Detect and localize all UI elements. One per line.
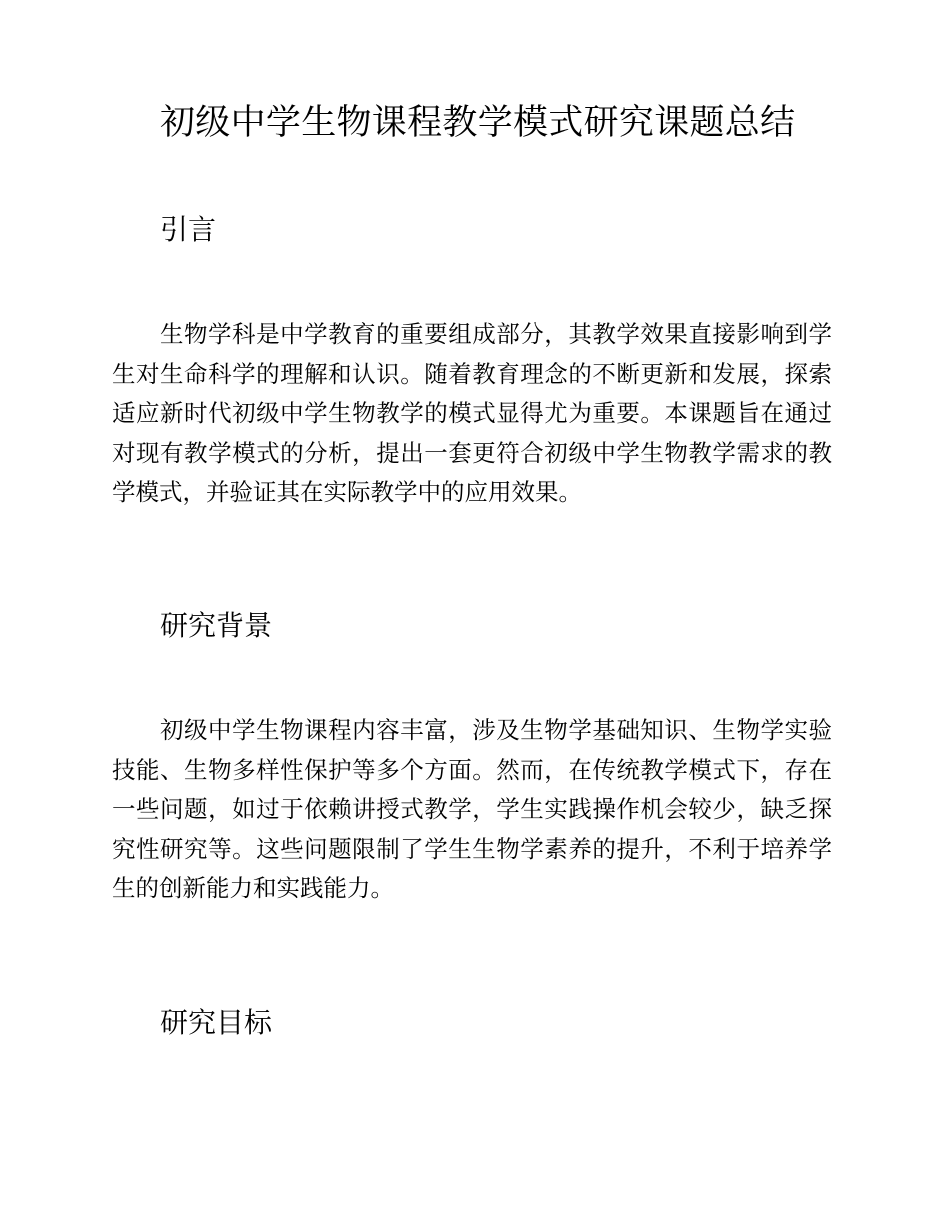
section-paragraph-introduction: 生物学科是中学教育的重要组成部分，其教学效果直接影响到学生对生命科学的理解和认识。随着教育理念的不断更新和发展，探索适应新时代初级中学生物教学的模式显得尤为重要。本课题旨在通过对现有教学模式的分析，提出一套更符合初级中学生物教学需求的教学模式，并验证其在实际教学中的应用效果。 xyxy=(112,320,832,507)
section-paragraph-background: 初级中学生物课程内容丰富，涉及生物学基础知识、生物学实验技能、生物多样性保护等多个方面。然而，在传统教学模式下，存在一些问题，如过于依赖讲授式教学，学生实践操作机会较少，缺乏探究性研究等。这些问题限制了学生生物学素养的提升，不利于培养学生的创新能力和实践能力。 xyxy=(112,716,832,903)
section-heading-introduction: 引言 xyxy=(160,213,217,246)
document-title: 初级中学生物课程教学模式研究课题总结 xyxy=(160,103,796,143)
section-heading-background: 研究背景 xyxy=(160,609,273,642)
section-heading-goals: 研究目标 xyxy=(160,1006,273,1039)
